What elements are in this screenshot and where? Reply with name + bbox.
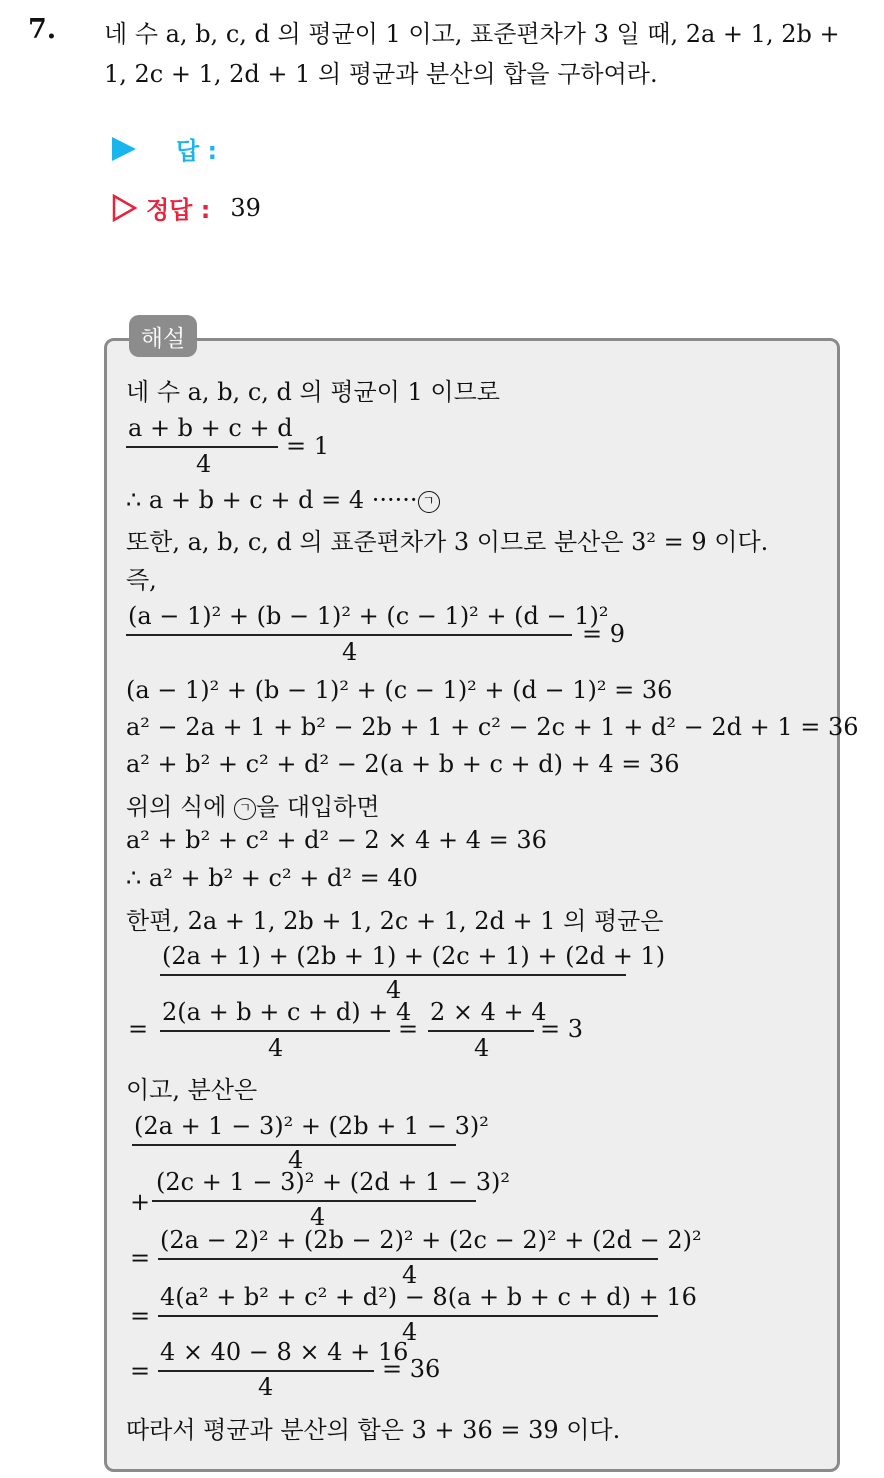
eq-sign-2: = [398, 1015, 419, 1043]
eq-sign-3: = [130, 1244, 151, 1272]
sol-line-13: 한편, 2a + 1, 2b + 1, 2c + 1, 2d + 1 의 평균은 [126, 907, 664, 935]
frac8-num: (2a − 2)² + (2b − 2)² + (2c − 2)² + (2d − 2)² [160, 1226, 702, 1254]
frac6-den: 4 [288, 1146, 304, 1174]
correct-answer-row [112, 190, 261, 225]
frac9-num: 4(a² + b² + c² + d²) − 8(a + b + c + d) + 16 [160, 1283, 697, 1311]
frac2-den: 4 [342, 638, 358, 666]
correct-answer-label: 정답 : [146, 196, 211, 224]
frac9-bar [158, 1315, 658, 1317]
frac3-num: (2a + 1) + (2b + 1) + (2c + 1) + (2d + 1) [162, 942, 666, 970]
answer-label: 답 : [176, 137, 218, 165]
frac10-bar [158, 1370, 374, 1372]
frac7-bar [152, 1200, 476, 1202]
eq-sign-5: = [130, 1357, 151, 1385]
plus-sign: + [130, 1188, 151, 1216]
sol-line-9: a² + b² + c² + d² − 2(a + b + c + d) + 4 = 36 [126, 750, 680, 778]
frac10-num: 4 × 40 − 8 × 4 + 16 [160, 1338, 409, 1366]
frac10-rhs: = 36 [382, 1355, 441, 1383]
sol-line-4: 또한, a, b, c, d 의 표준편차가 3 이므로 분산은 3² = 9 이다. [126, 528, 769, 556]
frac10-den: 4 [258, 1373, 274, 1401]
eq-sign-4: = [130, 1302, 151, 1330]
outline-triangle-icon [112, 194, 138, 222]
frac5-den: 4 [474, 1034, 490, 1062]
solution-tag: 해설 [129, 315, 197, 357]
frac2-num: (a − 1)² + (b − 1)² + (c − 1)² + (d − 1)² [128, 602, 609, 630]
frac7-num: (2c + 1 − 3)² + (2d + 1 − 3)² [156, 1168, 510, 1196]
frac5-bar [428, 1030, 534, 1032]
sol-line-10: 위의 식에 ㄱ 을 대입하면 [126, 793, 380, 821]
sol-line-1: 네 수 a, b, c, d 의 평균이 1 이므로 [126, 378, 500, 406]
frac2-rhs: = 9 [582, 620, 626, 648]
circle-label-icon: ㄱ [418, 491, 440, 513]
eq-sign-1: = [128, 1015, 149, 1043]
sol-line-12: ∴ a² + b² + c² + d² = 40 [126, 864, 418, 892]
frac1-num: a + b + c + d [128, 414, 293, 442]
question-text: 네 수 a, b, c, d 의 평균이 1 이고, 표준편차가 3 일 때, 2a + 1, 2b + 1, 2c + 1, 2d + 1 의 평균과 분산의 합을 구하여라. [104, 20, 840, 88]
frac4-bar [160, 1030, 390, 1032]
circle-label-icon: ㄱ [234, 798, 256, 820]
sol-line-3: ∴ a + b + c + d = 4 ······ ㄱ [126, 486, 440, 514]
answer-row [112, 131, 217, 166]
frac5-rhs: = 3 [540, 1015, 584, 1043]
frac2-bar [126, 634, 572, 636]
frac6-num: (2a + 1 − 3)² + (2b + 1 − 3)² [134, 1112, 489, 1140]
sol-line-7: (a − 1)² + (b − 1)² + (c − 1)² + (d − 1)² = 36 [126, 676, 673, 704]
frac4-den: 4 [268, 1034, 284, 1062]
frac1-den: 4 [196, 450, 212, 478]
sol-line-8: a² − 2a + 1 + b² − 2b + 1 + c² − 2c + 1 + d² − 2d + 1 = 36 [126, 713, 859, 741]
frac4-num: 2(a + b + c + d) + 4 [162, 998, 412, 1026]
frac1-bar [126, 446, 278, 448]
question-number: 7. [28, 14, 57, 45]
play-triangle-icon [112, 137, 136, 161]
frac3-den: 4 [386, 976, 402, 1004]
frac8-bar [158, 1258, 658, 1260]
sol-line-5: 즉, [126, 566, 157, 594]
frac1-rhs: = 1 [286, 432, 330, 460]
frac7-den: 4 [310, 1203, 326, 1231]
frac5-num: 2 × 4 + 4 [430, 998, 547, 1026]
sol-line-last: 따라서 평균과 분산의 합은 3 + 36 = 39 이다. [126, 1416, 621, 1444]
frac8-den: 4 [402, 1261, 418, 1289]
frac9-den: 4 [402, 1318, 418, 1346]
sol-line-15: 이고, 분산은 [126, 1076, 258, 1104]
sol-line-11: a² + b² + c² + d² − 2 × 4 + 4 = 36 [126, 826, 547, 854]
correct-answer-value: 39 [230, 193, 261, 222]
